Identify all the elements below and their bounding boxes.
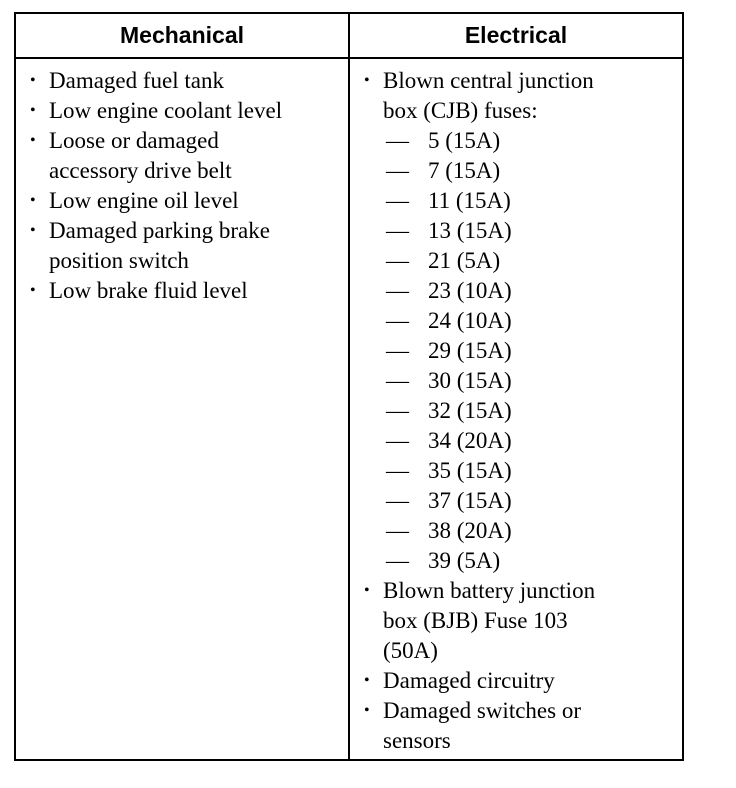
bullet-icon: • <box>30 72 36 89</box>
fuse-item <box>358 546 676 576</box>
dash-icon: — <box>386 248 409 273</box>
fuse-label: 30 (15A) <box>428 368 512 393</box>
fuse-label: 23 (10A) <box>428 278 512 303</box>
bullet-icon: • <box>364 72 370 89</box>
fuse-label: 37 (15A) <box>428 488 512 513</box>
fuse-item <box>358 246 676 276</box>
fuse-item <box>358 336 676 366</box>
fuse-item <box>358 156 676 186</box>
bullet-icon: • <box>364 582 370 599</box>
item-line: box (CJB) fuses: <box>383 98 538 123</box>
dash-icon: — <box>386 158 409 183</box>
fuse-label: 5 (15A) <box>428 128 501 153</box>
fuse-label: 7 (15A) <box>428 158 501 183</box>
dash-icon: — <box>386 428 409 453</box>
electrical-item <box>358 576 676 666</box>
dash-icon: — <box>386 278 409 303</box>
mechanical-item <box>24 186 342 216</box>
dash-icon: — <box>386 398 409 423</box>
bullet-icon: • <box>30 222 36 239</box>
mechanical-item <box>24 66 342 96</box>
fuse-label: 35 (15A) <box>428 458 512 483</box>
fuse-label: 32 (15A) <box>428 398 512 423</box>
bullet-icon: • <box>30 192 36 209</box>
electrical-other-items <box>358 576 676 756</box>
fuse-item <box>358 396 676 426</box>
electrical-column <box>358 66 676 756</box>
mechanical-column <box>24 66 342 306</box>
bullet-icon: • <box>30 102 36 119</box>
item-line: Low brake fluid level <box>49 278 248 303</box>
dash-icon: — <box>386 548 409 573</box>
electrical-item <box>358 666 676 696</box>
cjb-fuse-list <box>358 126 676 576</box>
dash-icon: — <box>386 458 409 483</box>
item-line: Loose or damaged <box>49 128 219 153</box>
item-line: Damaged fuel tank <box>49 68 224 93</box>
fuse-label: 11 (15A) <box>428 188 511 213</box>
mechanical-item <box>24 96 342 126</box>
fuse-label: 24 (10A) <box>428 308 512 333</box>
electrical-item-cjb <box>358 66 676 126</box>
fuse-item <box>358 186 676 216</box>
item-line: sensors <box>383 728 451 753</box>
mechanical-header: Mechanical <box>120 22 244 48</box>
dash-icon: — <box>386 128 409 153</box>
item-line: Low engine oil level <box>49 188 239 213</box>
item-line: Damaged parking brake <box>49 218 270 243</box>
fuse-item <box>358 486 676 516</box>
item-line: Low engine coolant level <box>49 98 283 123</box>
fuse-item <box>358 306 676 336</box>
fuse-label: 34 (20A) <box>428 428 512 453</box>
column-divider <box>348 14 350 759</box>
dash-icon: — <box>386 488 409 513</box>
electrical-header: Electrical <box>464 22 568 48</box>
fuse-item <box>358 126 676 156</box>
fuse-item <box>358 516 676 546</box>
bullet-icon: • <box>364 672 370 689</box>
header-divider <box>16 57 682 59</box>
bullet-icon: • <box>30 132 36 149</box>
dash-icon: — <box>386 518 409 543</box>
fuse-label: 39 (5A) <box>428 548 501 573</box>
item-line: Blown battery junction <box>383 578 596 603</box>
item-line: Damaged switches or <box>383 698 581 723</box>
item-line: Blown central junction <box>383 68 594 93</box>
dash-icon: — <box>386 368 409 393</box>
fuse-label: 21 (5A) <box>428 248 501 273</box>
diagnostic-table <box>14 12 684 761</box>
mechanical-item <box>24 216 342 276</box>
fuse-item <box>358 456 676 486</box>
fuse-item <box>358 426 676 456</box>
item-line: accessory drive belt <box>49 158 232 183</box>
dash-icon: — <box>386 188 409 213</box>
item-line: position switch <box>49 248 189 273</box>
item-line: Damaged circuitry <box>383 668 555 693</box>
dash-icon: — <box>386 308 409 333</box>
item-line: box (BJB) Fuse 103 <box>383 608 568 633</box>
mechanical-item <box>24 276 342 306</box>
fuse-item <box>358 276 676 306</box>
dash-icon: — <box>386 338 409 363</box>
bullet-icon: • <box>30 282 36 299</box>
mechanical-item <box>24 126 342 186</box>
fuse-label: 13 (15A) <box>428 218 512 243</box>
electrical-item <box>358 696 676 756</box>
fuse-item <box>358 366 676 396</box>
bullet-icon: • <box>364 702 370 719</box>
item-line: (50A) <box>383 638 438 663</box>
fuse-label: 29 (15A) <box>428 338 512 363</box>
dash-icon: — <box>386 218 409 243</box>
fuse-label: 38 (20A) <box>428 518 512 543</box>
fuse-item <box>358 216 676 246</box>
